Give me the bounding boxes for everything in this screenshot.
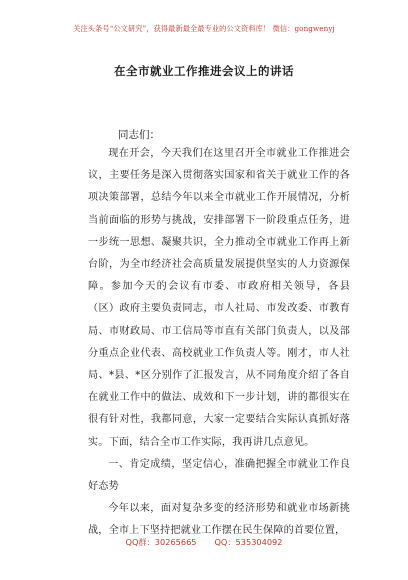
- footer-qq-group: QQ群：30265665: [125, 537, 197, 547]
- paragraph-opening: 现在开会，今天我们在这里召开全市就业工作推进会议，主要任务是深入贯彻落实国家和省关于就业工作的各项决策部署，总结今年以来全市就业工作开展情况，分析当前面临的形势与挑战，安排部署下一阶段重点任务，进一步统一思想、凝聚共识，全力推动全市就业工作再上新台阶，为全市经济社会高质量发展提供坚实的人力资源保障。参加今天的会议有市委、市政府相关领导，各县（区）政府主要负责同志，市人社局、市发改委、市教育局、市财政局、市工信局等市直有关部门负责人，以及部分重点企业代表、高校就业工作负责人等。刚才，市人社局、*县、*区分别作了汇报发言，从不同角度介绍了各自在就业工作中的做法、成效和下一步计划，讲的都很实在很有针对性，我都同意，大家一定要结合实际认真抓好落实。下面，结合全市工作实际，我再讲几点意见。: [88, 148, 350, 448]
- document-body: [88, 143, 350, 543]
- footer-contact: [0, 537, 408, 548]
- paragraph-section-1: 今年以来，面对复杂多变的经济形势和就业市场新挑战，全市上下坚持把就业工作摆在民生保障的首要位置，: [88, 503, 350, 537]
- greeting-text: 同志们：: [118, 129, 160, 141]
- page-title: 在全市就业工作推进会议上的讲话: [114, 64, 294, 78]
- header-promo-text: 关注头条号“公文研究”，获得最新最全最专业的公文资料库！ 微信：gongwenyj: [73, 24, 335, 33]
- footer-qq: QQ：535304092: [214, 537, 283, 547]
- section-heading-1: 一、肯定成绩，坚定信心，准确把握全市就业工作良好态势: [88, 458, 350, 493]
